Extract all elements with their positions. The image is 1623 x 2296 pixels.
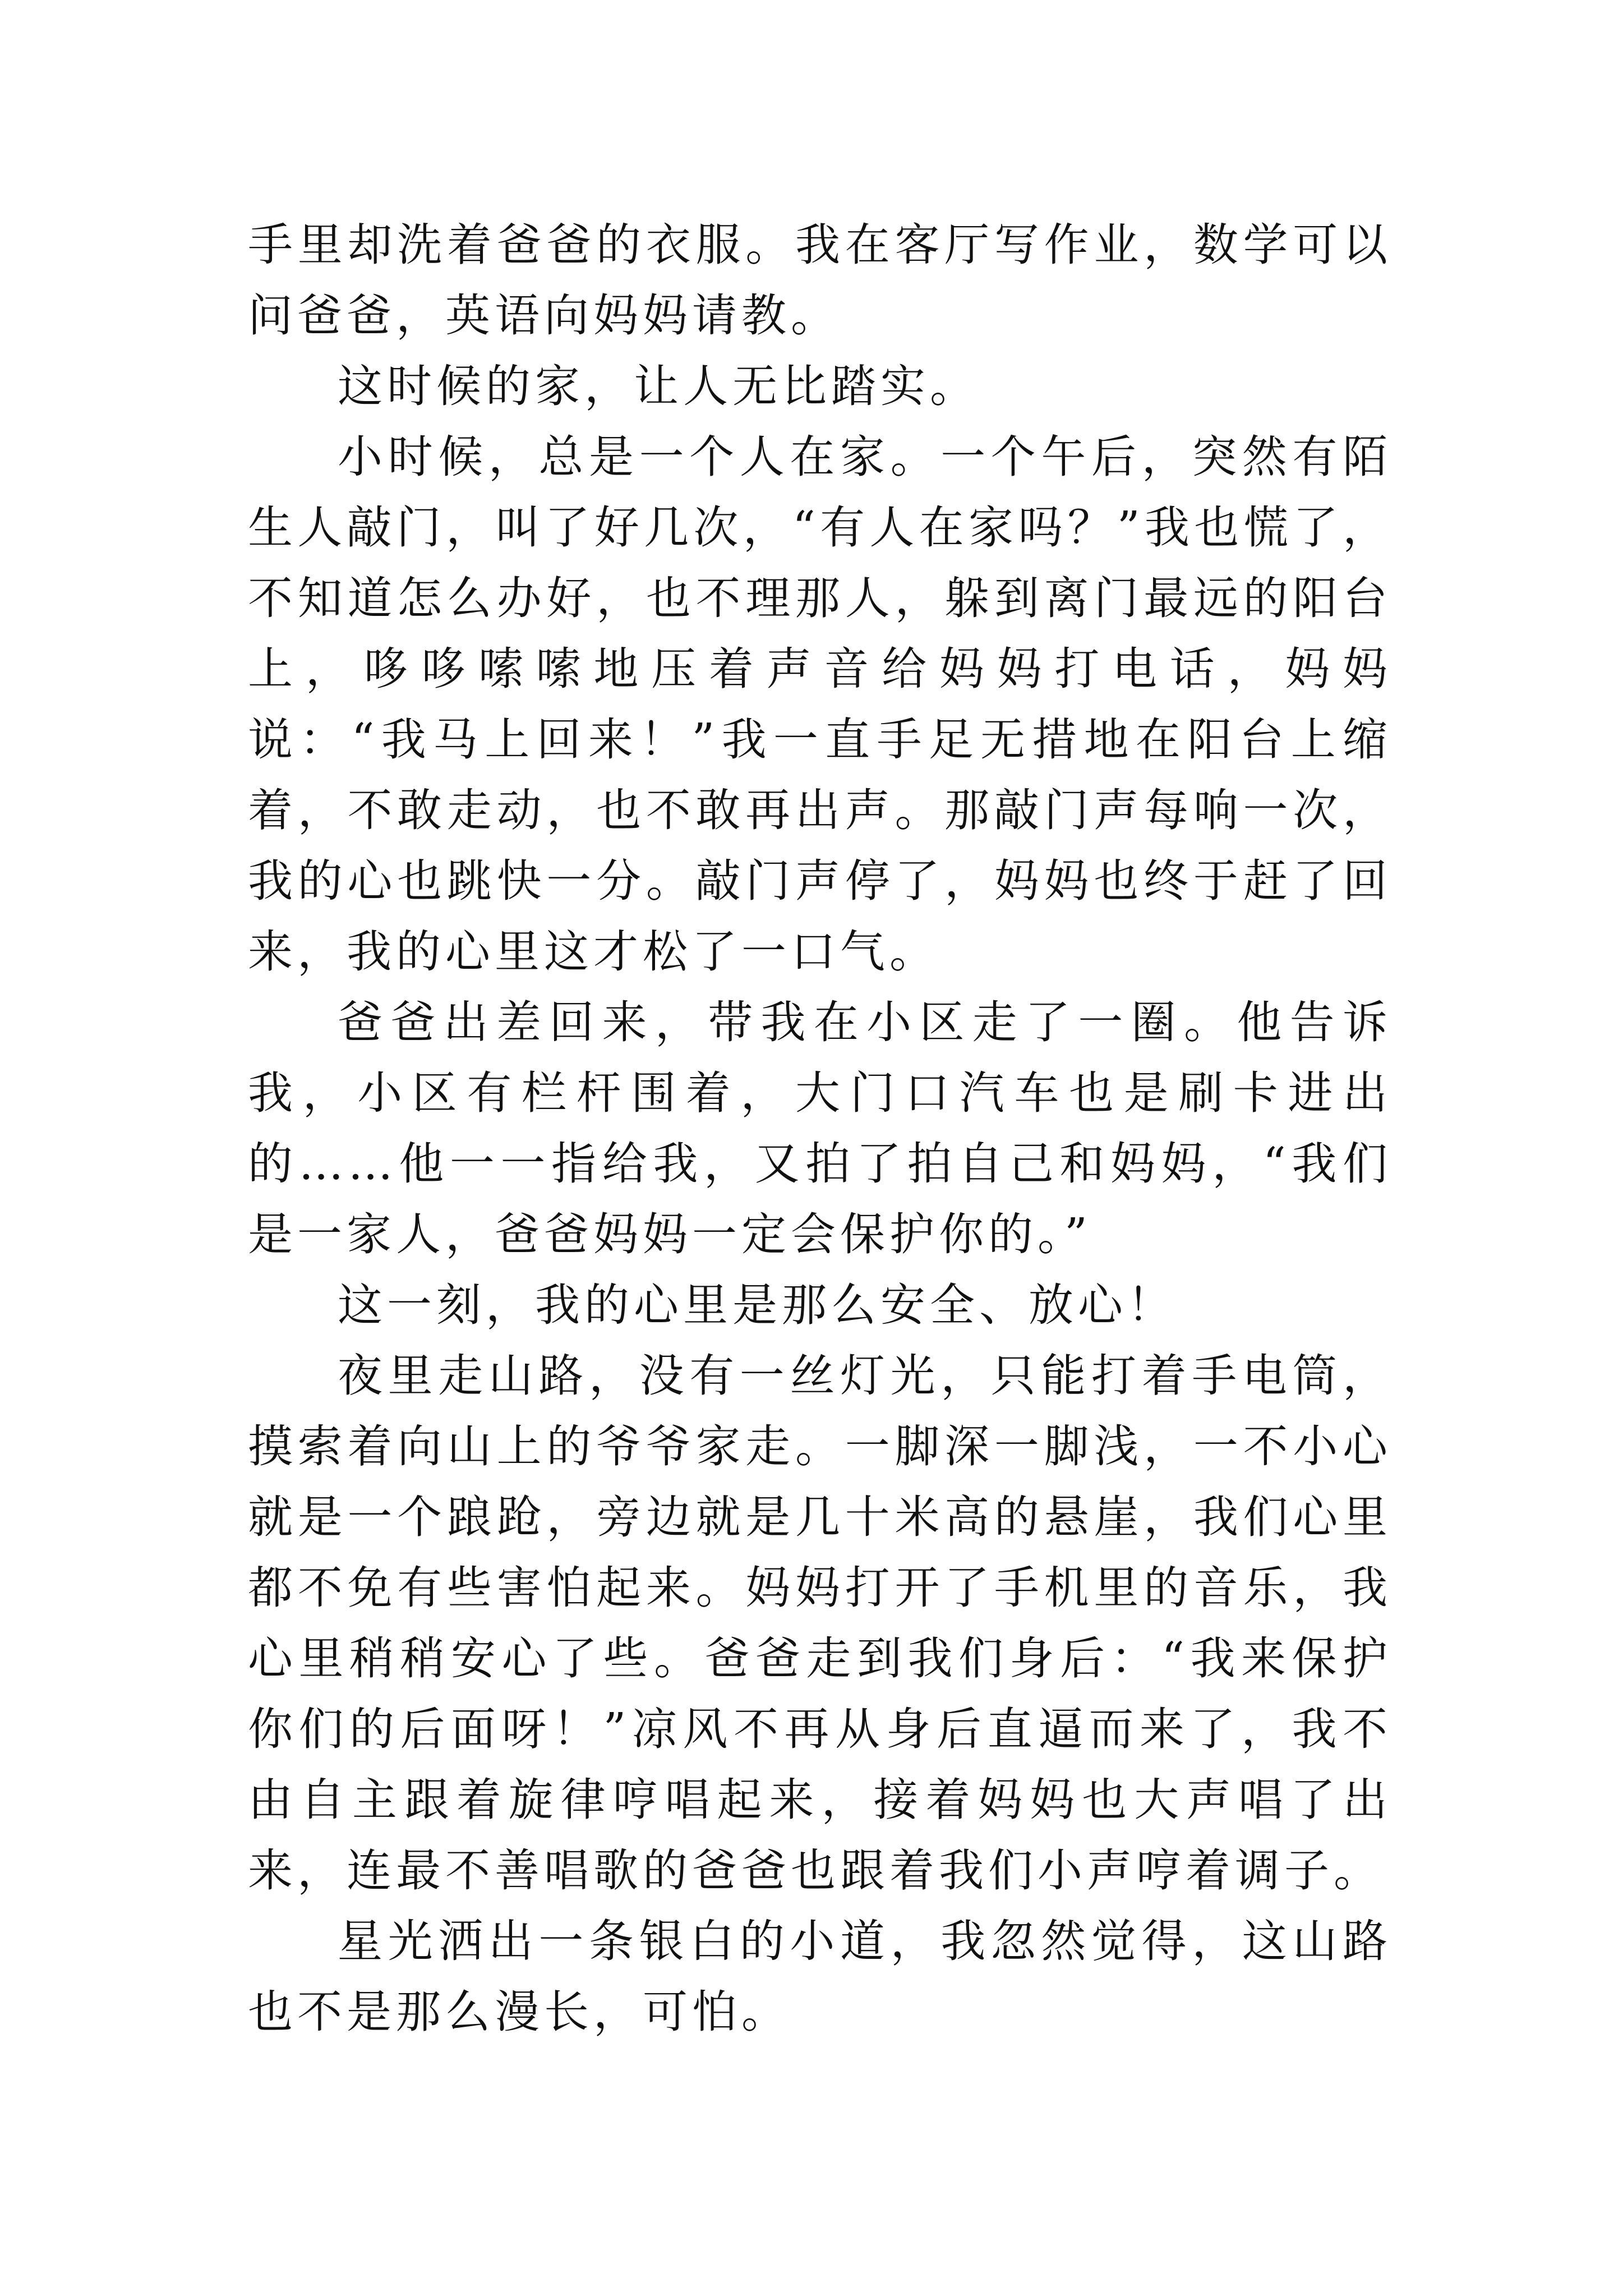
paragraph-5: 这一刻，我的心里是那么安全、放心！: [338, 1279, 1177, 1331]
paragraph-6: 夜里走山路，没有一丝灯光，只能打着手电筒，摸索着向山上的爷爷家走。一脚深一脚浅，一不小心就是一个踉跄，旁边就是几十米高的悬崖，我们心里都不免有些害怕起来。妈妈打开了手机里的音乐，我心里稍稍安心了些。爸爸走到我们身后：“我来保护你们的后面呀！”凉风不再从身后直逼而来了，我不由自主跟着旋律哼唱起来，接着妈妈也大声唱了出来，连最不善唱歌的爸爸也跟着我们小声哼着调子。: [248, 1350, 1392, 1897]
paragraph-1: 手里却洗着爸爸的衣服。我在客厅写作业，数学可以问爸爸，英语向妈妈请教。: [248, 219, 1392, 342]
paragraph-2: 这时候的家，让人无比踏实。: [338, 360, 979, 412]
paragraph-7: 星光洒出一条银白的小道，我忽然觉得，这山路也不是那么漫长，可怕。: [248, 1915, 1392, 2038]
paragraph-3: 小时候，总是一个人在家。一个午后，突然有陌生人敲门，叫了好几次，“有人在家吗？”我也慌了，不知道怎么办好，也不理那人，躲到离门最远的阳台上，哆哆嗦嗦地压着声音给妈妈打电话，妈妈说：“我马上回来！”我一直手足无措地在阳台上缩着，不敢走动，也不敢再出声。那敲门声每响一次，我的心也跳快一分。敲门声停了，妈妈也终于赶了回来，我的心里这才松了一口气。: [248, 431, 1392, 978]
paragraph-4: 爸爸出差回来，带我在小区走了一圈。他告诉我，小区有栏杆围着，大门口汽车也是刷卡进出的……他一一指给我，又拍了拍自己和妈妈，“我们是一家人，爸爸妈妈一定会保护你的。”: [248, 996, 1392, 1260]
body-text: [248, 210, 1392, 2047]
